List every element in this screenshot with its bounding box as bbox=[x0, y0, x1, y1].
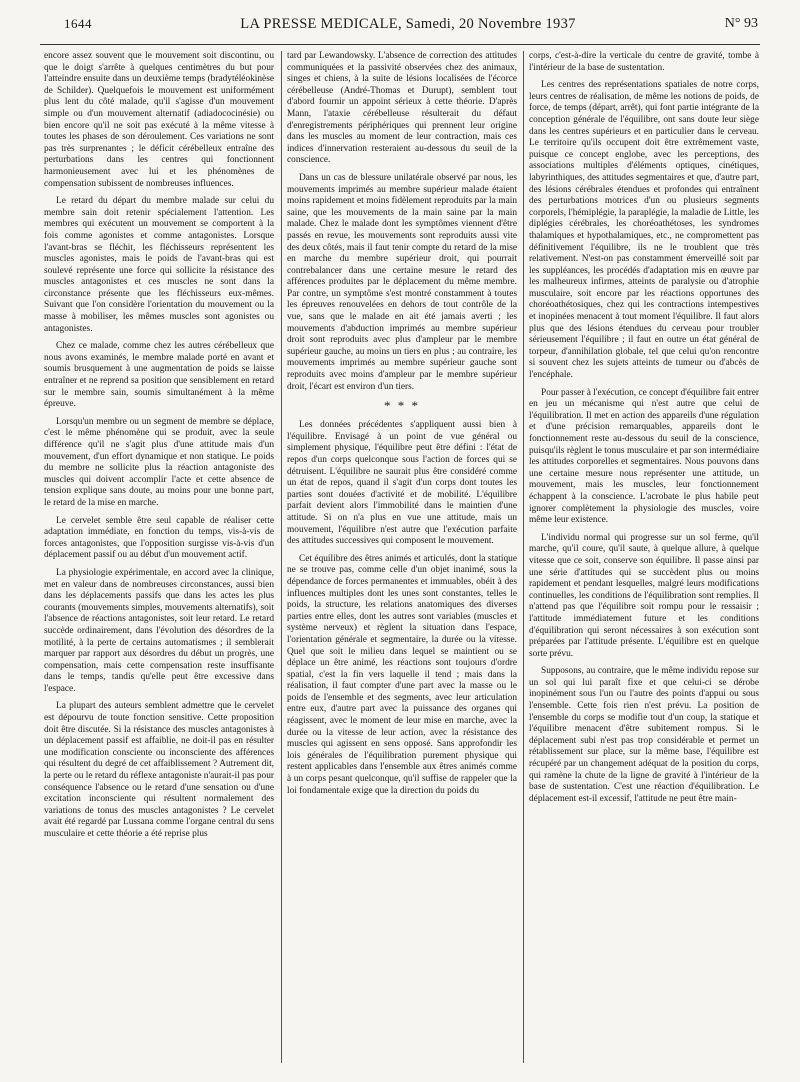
paragraph: Pour passer à l'exécution, ce concept d'équilibre fait entrer en jeu un mécanisme qui n'est autre que celui de l'équilibration. Il met en action des appareils d'une régulation et d'une précision remarquables, appareils dont le fonctionnement reste au-dessous du seuil de la conscience, puisqu'ils règlent le tonus musculaire et par son intermédiaire les attitudes corporelles et segmentaires. Nous pouvons dans une certaine mesure nous représenter une attitude, un mouvement, mais les muscles, leur fonctionnement échappent à la conscience. L'acrobate le plus habile peut ignorer complètement la physiologie des muscles, voire même leur existence. bbox=[529, 387, 759, 526]
text-column-3 bbox=[529, 51, 759, 1065]
paragraph: La physiologie expérimentale, en accord avec la clinique, met en valeur dans de nombreuses circonstances, aussi bien dans les déplacements passifs que dans les actes les plus courants (mouvements simples, mouvements alternatifs), soit l'absence de réactions antagonistes, soit leur retard. Le retard succède ordinairement, dans l'évolution des désordres de la motilité, à la perte de certains automatismes ; il semblerait marquer par rapport aux désordres du début un progrès, une compensation, mais cette compensation reste insuffisante dans le temps, tandis qu'elle peut être excessive dans l'espace. bbox=[44, 567, 274, 694]
paragraph: Lorsqu'un membre ou un segment de membre se déplace, c'est le même phénomène qui se produit, avec la seule différence qu'il ne s'agit plus d'une attitude mais d'un mouvement, d'un effort dynamique et non statique. Le poids du membre ne sollicite plus la réaction antagoniste des muscles qui doivent accomplir l'acte et cette absence de tension explique sans doute, au moins pour une bonne part, le retard de la mise en marche. bbox=[44, 416, 274, 508]
paragraph: Le cervelet semble être seul capable de réaliser cette adaptation immédiate, en fonction du temps, vis-à-vis de forces antagonistes, que l'opposition surgisse vis-à-vis d'un déplacement passif ou au début d'un mouvement actif. bbox=[44, 515, 274, 561]
header-rule bbox=[40, 44, 760, 45]
issue-number: N° 93 bbox=[724, 16, 758, 31]
paragraph: encore assez souvent que le mouvement soit discontinu, ou que le doigt s'arrête à quelques centimètres du but pour l'atteindre ensuite dans un deuxième temps (bradytéléokinèse de Schilder). Quelquefois le mouvement est uniformément plus lent du côté malade, qu'il s'agisse d'un mouvement simple ou d'un mouvement alternatif (adiadococinésie) ou bien encore qu'il ne soit pas exécuté à la même vitesse à toutes les phases de son déroulement. Ces variations ne sont pas très surprenantes ; le déficit cérébelleux entraîne des perturbations dans les centres qui fonctionnent harmonieusement avec lui et les phénomènes de compensation subissent de nombreuses influences. bbox=[44, 51, 274, 189]
paragraph: tard par Lewandowsky. L'absence de correction des attitudes communiquées et la passivité observées chez des animaux, singes et chiens, à la suite de lésions localisées de l'écorce cérébelleuse (André-Thomas et Durupt), semblent tout d'abord fournir un appoint sérieux à cette théorie. D'après Mann, l'ataxie cérébelleuse résulterait du défaut d'enregistrements périphériques qui prennent leur origine dans les muscles au moment de leur contraction, mais ces indices d'innervation resteraient au-dessous du seuil de la conscience. bbox=[287, 51, 517, 166]
paragraph: La plupart des auteurs semblent admettre que le cervelet est dépourvu de toute fonction sensitive. Cette proposition doit être discutée. Si la résistance des muscles antagonistes à un déplacement passif est affaiblie, ne doit-il pas en résulter une modification consciente ou inconsciente des afférences qui résultent du degré de cet affaiblissement ? Autrement dit, la perte ou le retard du réflexe antagoniste n'aurait-il pas pour conséquence l'absence ou le retard d'une sensation ou d'une excitation inconsciente qui résultent normalement des variations de tonus des muscles antagonistes ? Le cervelet avait été regardé par Lussana comme l'organe central du sens musculaire et cette théorie a été reprise plus bbox=[44, 701, 274, 839]
paragraph: Les centres des représentations spatiales de notre corps, leurs centres de réalisation, de même les notions de poids, de force, de temps (départ, arrêt), qui font partie intégrante de la conception générale de l'équilibre, ont sans doute leur siège dans les centres supérieurs et en particulier dans le cerveau. Le territoire qu'ils occupent doit être extrêmement vaste, puisque ce concept englobe, avec les perceptions, des associations multiples d'éléments optiques, cinétiques, labyrinthiques, des attitudes segmentaires et que, d'autre part, des lésions cérébrales étendues et profondes qui entraînent des perturbations motrices d'un ou plusieurs segments corporels, l'hémiplégie, la paraplégie, la maladie de Little, les diplégies cérébrales, les choréoathétoses, les syndromes thalamiques et hypothalamiques, etc., ne compromettent pas définitivement l'équilibre, ils ne le troublent que très relativement. N'est-on pas constamment émerveillé soit par les suppléances, les procédés d'adaptation mis en œuvre par les malheureux infirmes, atteints de paralysie ou d'atrophie musculaire, soit encore par les réactions opportunes des choréoathétosiques, chez qui les contractions intempestives et inopinées menacent à tout moment l'équilibre. Il faut alors plus que des lésions étendues du cerveau pour troubler sérieusement l'équilibre ; il faut en outre un état général de torpeur, d'annihilation globale, tel que celui qu'on rencontre si souvent chez les sujets atteints de tumeur ou d'abcès de l'encéphale. bbox=[529, 80, 759, 381]
column-divider bbox=[281, 51, 282, 1063]
section-separator-stars: * * * bbox=[384, 398, 420, 414]
journal-title: LA PRESSE MEDICALE, Samedi, 20 Novembre 1937 bbox=[240, 16, 576, 32]
paragraph: corps, c'est-à-dire la verticale du centre de gravité, tombe à l'intérieur de la base de sustentation. bbox=[529, 51, 759, 73]
paragraph: Les données précédentes s'appliquent aussi bien à l'équilibre. Envisagé à un point de vue général ou simplement physique, l'équilibre peut être défini : l'état de repos d'un corps quelconque sous l'action de forces qui se détruisent. L'équilibre ne saurait plus être considéré comme un état de repos, quand il s'agit d'un corps dont toutes les parties sont douées d'activité et de mobilité. L'équilibre parfait devient alors l'immobilité dans le maintien d'une attitude. Si on n'a plus en vue une attitude, mais un mouvement, l'équilibre n'est autre que l'exécution parfaite des attitudes successives qui composent le mouvement. bbox=[287, 420, 517, 547]
paragraph: Cet équilibre des êtres animés et articulés, dont la statique ne se trouve pas, comme celle d'un objet inanimé, sous la dépendance de forces permanentes et immuables, obéit à des influences multiples dont les unes sont constantes, telles le poids, la structure, les relations anatomiques des diverses parties entre elles, dont les autres sont variables (muscles et système nerveux) et règlent la situation dans l'espace, l'orientation générale et segmentaire, la durée ou la vitesse. Quel que soit le milieu dans lequel se maintient ou se déplace un être animé, les réactions sont toujours d'ordre spatial, c'est la fin vers laquelle il tend ; mais dans la réalisation, il faut compter d'une part avec la masse ou le poids de l'ensemble et des segments, avec leur articulation entre eux, d'autre part avec la puissance des organes qui réagissent, avec le moment de leur mise en marche, avec la durée ou la vitesse de leur action, avec la résistance des muscles qui agissent en sens opposé. Sans approfondir les lois générales de l'équilibration purement physique qui restent applicables dans l'ensemble aux êtres animés comme à un corps pesant quelconque, qu'il suffise de rappeler que la loi fondamentale exige que la direction du poids du bbox=[287, 553, 517, 796]
paragraph: Supposons, au contraire, que le même individu repose sur un sol qui lui paraît fixe et que celui-ci se dérobe inopinément sous l'un ou l'autre des points d'appui ou sous l'ensemble. Cette fois rien n'est prévu. La position de l'ensemble du corps se modifie tout d'un coup, la statique et l'équilibre menacent d'être subitement rompus. Si le déplacement subi n'est pas trop considérable et permet un rétablissement sur place, sur la même base, l'équilibre est récupéré par un changement adéquat de la position du corps, qui ramène la chute de la ligne de gravité à l'intérieur de la base de sustentation. C'est une réaction d'équilibration. Le déplacement est-il excessif, l'attitude ne peut être main- bbox=[529, 666, 759, 804]
paragraph: Chez ce malade, comme chez les autres cérébelleux que nous avons examinés, le membre malade porté en avant et soumis brusquement à une augmentation de poids se laisse entraîner et ne reprend sa position que sensiblement en retard sur le membre sain, soumis simultanément à la même épreuve. bbox=[44, 341, 274, 410]
page-number: 1644 bbox=[64, 16, 92, 31]
text-column-2 bbox=[287, 51, 517, 1065]
paragraph: Le retard du départ du membre malade sur celui du membre sain doit retenir spécialement l'attention. Les membres qui exécutent un mouvement se comportent à la fois comme agonistes et comme antagonistes. Lorsque l'avant-bras se fléchit, les fléchisseurs représentent les muscles agonistes, mais le poids de l'avant-bras qui est soulevé représente une force qui sollicite la résistance des muscles antagonistes et ces muscles ne sont dans la circonstance présente que les fléchisseurs eux-mêmes. Suivant que l'on considère l'orientation du mouvement ou la masse à mobiliser, les mêmes muscles sont agonistes ou antagonistes. bbox=[44, 196, 274, 334]
text-column-1 bbox=[44, 51, 274, 1065]
paragraph: Dans un cas de blessure unilatérale observé par nous, les mouvements imprimés au membre supérieur malade étaient moins rapidement et moins fidèlement reproduits par la main saine, que les mouvements de la main saine par la main malade. Chez le malade dont les symptômes viennent d'être passés en revue, les mouvements sont reproduits aussi vite des deux côtés, mais il faut tenir compte du retard de la mise en marche du membre supérieur droit, qui pourrait contrebalancer dans une certaine mesure le retard des afférences produites par le déplacement du même membre. Par contre, un symptôme s'est montré constamment à toutes les épreuves renouvelées en dehors de tout contrôle de la vue, sans que le malade en ait été jamais averti ; les mouvements d'abduction imprimés au membre supérieur droit sont reproduits avec plus d'ampleur par le membre supérieur gauche, au moins un tiers en plus ; au contraire, les mouvements imprimés au membre supérieur gauche sont reproduits avec moins d'ampleur par le membre supérieur droit, l'écart est environ d'un tiers. bbox=[287, 172, 517, 392]
page-header bbox=[52, 12, 764, 42]
paragraph: L'individu normal qui progresse sur un sol ferme, qu'il marche, qu'il coure, qu'il saute, à quelque allure, à quelque vitesse que ce soit, conserve son équilibre. Il passe ainsi par une série d'attitudes qui se succèdent plus ou moins rapidement et pendant lesquelles, malgré leurs modifications continuelles, les conditions de l'équilibration sont remplies. Il n'attend pas que l'équilibre soit rompu pour le ressaisir ; l'attitude immédiatement future et les conditions d'équilibration qui seront nécessaires à son exécution sont préparées par l'attitude présente. L'équilibre est en quelque sorte prévu. bbox=[529, 532, 759, 659]
column-divider bbox=[523, 51, 524, 1063]
